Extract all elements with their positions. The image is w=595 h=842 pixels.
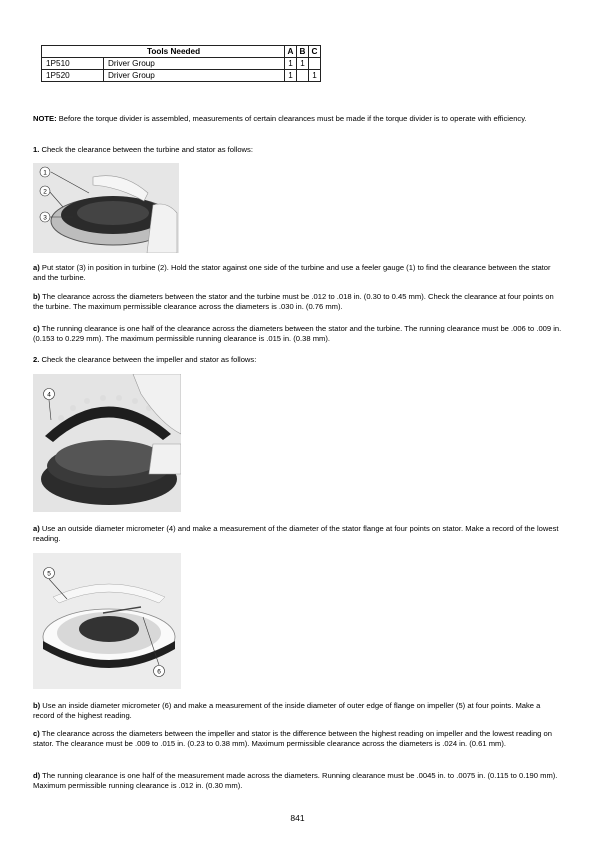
- column-c-header: C: [309, 46, 321, 58]
- check-b: 1: [297, 58, 309, 70]
- step-1a-label: a): [33, 263, 40, 272]
- step-1b-text: The clearance across the diameters between the stator and the turbine must be .012 to .018 in. (0.30 to 0.45 mm). Check the clearance at four points on the turbine. The maximum permissible clearance across the diameters is .030 in. (0.76 mm).: [33, 292, 554, 311]
- step-1-heading: [33, 145, 563, 155]
- callout-5: 5: [47, 570, 51, 578]
- step-2a-paragraph: [33, 524, 563, 544]
- check-a: 1: [285, 70, 297, 82]
- step-1c-paragraph: [33, 324, 563, 344]
- step-1-label: 1.: [33, 145, 40, 154]
- check-a: 1: [285, 58, 297, 70]
- tools-needed-table: [41, 45, 321, 82]
- part-name: Driver Group: [104, 58, 285, 70]
- step-1c-label: c): [33, 324, 40, 333]
- callout-3: 3: [43, 214, 47, 222]
- step-2c-paragraph: [33, 729, 563, 749]
- check-c: [309, 58, 321, 70]
- tools-table-title: Tools Needed: [42, 46, 285, 58]
- part-number: 1P510: [42, 58, 104, 70]
- page-number: 841: [290, 813, 305, 823]
- step-2-label: 2.: [33, 355, 40, 364]
- step-2c-label: c): [33, 729, 40, 738]
- part-number: 1P520: [42, 70, 104, 82]
- note-text: Before the torque divider is assembled, measurements of certain clearances must be made if the torque divider is to operate with efficiency.: [56, 114, 527, 123]
- part-name: Driver Group: [104, 70, 285, 82]
- step-2b-paragraph: [33, 701, 563, 721]
- table-row: [42, 70, 321, 82]
- step-2d-paragraph: [33, 771, 563, 791]
- step-2a-text: Use an outside diameter micrometer (4) and make a measurement of the diameter of the stator flange at four points on stator. Make a record of the lowest reading.: [33, 524, 559, 543]
- step-1b-label: b): [33, 292, 41, 301]
- step-2-text: Check the clearance between the impeller and stator as follows:: [39, 355, 257, 364]
- step-2d-text: The running clearance is one half of the measurement made across the diameters. Running clearance must be .0045 in. to .0075 in. (0.115 to 0.190 mm). Maximum permissible running clearance is .012 in. (0.30 mm).: [33, 771, 558, 790]
- column-b-header: B: [297, 46, 309, 58]
- step-1-text: Check the clearance between the turbine and stator as follows:: [39, 145, 253, 154]
- table-row: [42, 58, 321, 70]
- step-2c-text: The clearance across the diameters between the impeller and stator is the difference between the highest reading on impeller and the lowest reading on stator. The clearance must be .009 to .015 in. (0.23 to 0.38 mm). Maximum permissible clearance across the diameters is .024 in. (0.61 mm).: [33, 729, 552, 748]
- photo-turbine-stator-feeler-gauge: [33, 163, 179, 253]
- callout-2: 2: [43, 188, 47, 196]
- check-c: 1: [309, 70, 321, 82]
- step-1b-paragraph: [33, 292, 563, 312]
- step-1c-text: The running clearance is one half of the clearance across the diameters between the stator and the turbine. The running clearance must be .006 to .009 in. (0.153 to 0.229 mm). The maximum permissible running clearance is .015 in. (0.38 mm).: [33, 324, 562, 343]
- step-2-heading: [33, 355, 563, 365]
- step-2a-label: a): [33, 524, 40, 533]
- photo-impeller-inside-micrometer: [33, 553, 181, 689]
- callout-4: 4: [47, 391, 51, 399]
- step-2d-label: d): [33, 771, 41, 780]
- step-1a-text: Put stator (3) in position in turbine (2). Hold the stator against one side of the turbine and use a feeler gauge (1) to find the clearance between the stator and the turbine.: [33, 263, 551, 282]
- callout-6: 6: [157, 668, 161, 676]
- photo-stator-outside-micrometer: [33, 374, 181, 512]
- callout-1: 1: [43, 169, 47, 177]
- note-paragraph: [33, 114, 563, 124]
- step-1a-paragraph: [33, 263, 563, 283]
- step-2b-text: Use an inside diameter micrometer (6) and make a measurement of the inside diameter of outer edge of flange on impeller (5) at four points. Make a record of the highest reading.: [33, 701, 541, 720]
- step-2b-label: b): [33, 701, 41, 710]
- tools-table-header: [42, 46, 321, 58]
- check-b: [297, 70, 309, 82]
- column-a-header: A: [285, 46, 297, 58]
- note-label: NOTE:: [33, 114, 57, 123]
